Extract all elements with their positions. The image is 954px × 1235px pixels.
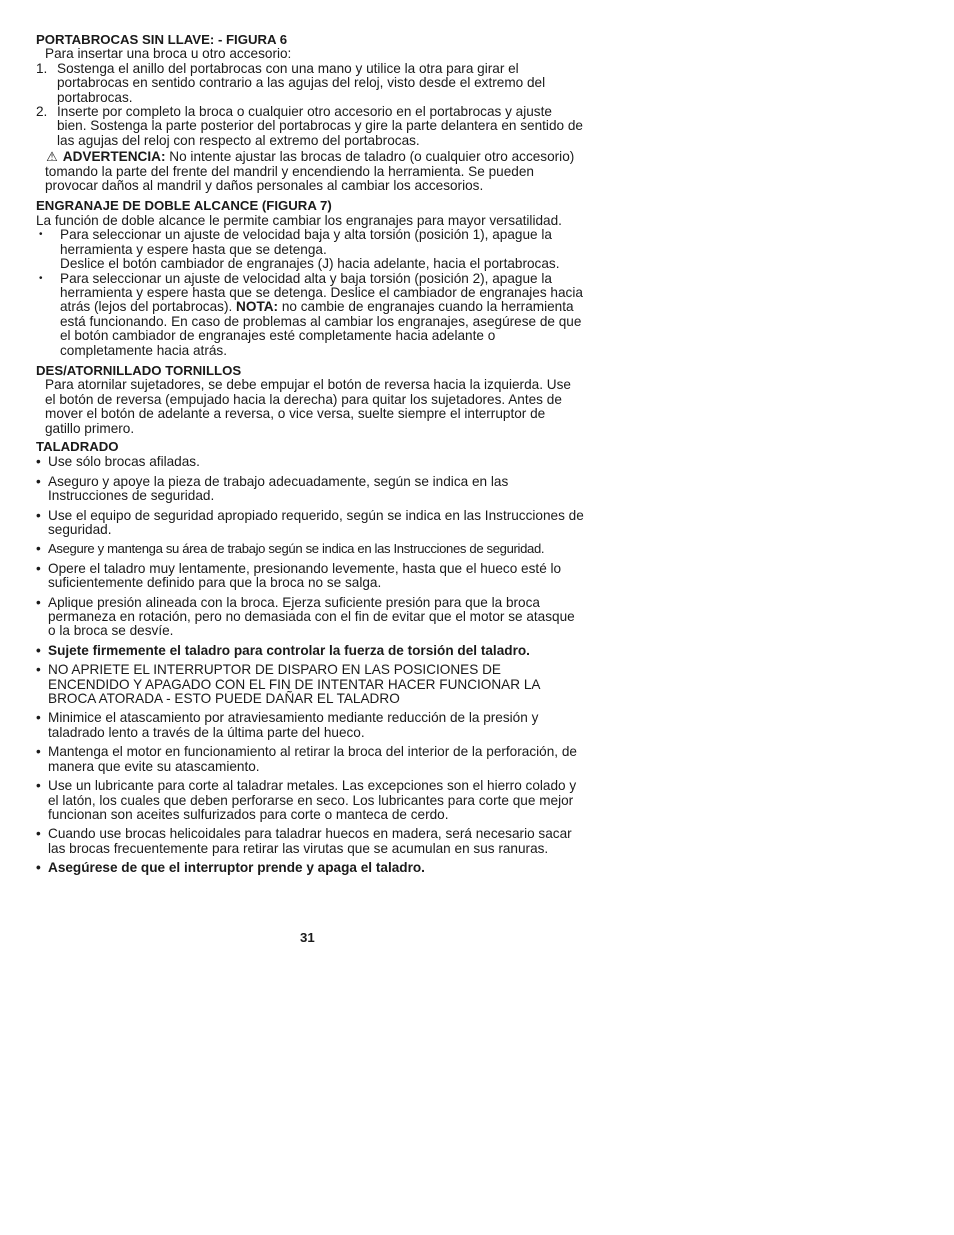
list-item-text: Para seleccionar un ajuste de velocidad alta y baja torsión (posición 2), apague la herramienta y espere hasta que se detenga. Deslice el cambiador de engranajes hacia atrás (lejos del portabrocas).	[60, 270, 583, 315]
list-item	[36, 745, 584, 774]
bullet-icon: •	[36, 507, 41, 523]
list-item-text: Mantenga el motor en funcionamiento al retirar la broca del interior de la perforación, de manera que evite su atascamiento.	[48, 744, 577, 774]
list-item	[36, 596, 584, 639]
bullet-icon: •	[36, 560, 41, 576]
bullet-icon: •	[36, 778, 41, 794]
bullet-icon: •	[36, 454, 41, 470]
list-item	[36, 228, 584, 271]
note-text: no cambie de engranajes cuando la herramienta está funcionando. En caso de problemas al cambiar los engranajes, asegúrese de que el botón cambiador de engranajes esté completamente hacia adelante o completamente hacia atrás.	[60, 299, 582, 358]
bullet-icon: •	[36, 642, 41, 658]
section-intro: La función de doble alcance le permite cambiar los engranajes para mayor versatilidad.	[36, 212, 562, 228]
list-item-text: NO APRIETE EL INTERRUPTOR DE DISPARO EN LAS POSICIONES DE ENCENDIDO Y APAGADO CON EL FIN DE INTENTAR HACER FUNCIONAR LA BROCA ATORADA - ESTO PUEDE DAÑAR EL TALADRO	[48, 662, 540, 707]
note-label: NOTA:	[236, 299, 279, 315]
list-item-text: Cuando use brocas helicoidales para taladrar huecos en madera, será necesario sacar las brocas frecuentemente para retirar las virutas que se acumulan en sus ranuras.	[48, 826, 572, 856]
bullet-icon: •	[39, 272, 43, 284]
step-text: Sostenga el anillo del portabrocas con una mano y utilice la otra para girar el portabrocas en sentido contrario a las agujas del reloj, visto desde el extremo del portabrocas.	[57, 60, 546, 105]
section-heading: PORTABROCAS SIN LLAVE: - FIGURA 6	[36, 32, 288, 47]
section-intro: Para insertar una broca u otro accesorio:	[45, 46, 292, 62]
warning-text: No intente ajustar las brocas de taladro (o cualquier otro accesorio) tomando la parte del frente del mandril y encendiendo la herramienta. Se pueden provocar daños al mandril y daños personales al cambiar los accesorios.	[45, 149, 575, 194]
list-item-text: Asegúrese de que el interruptor prende y apaga el taladro.	[48, 860, 425, 876]
list-item-text: Minimice el atascamiento por atraviesamiento mediante reducción de la presión y taladrado lento a través de la última parte del hueco.	[48, 710, 539, 740]
bullet-icon: •	[36, 710, 41, 726]
list-item	[36, 779, 584, 822]
list-item-continuation: Deslice el botón cambiador de engranajes (J) hacia adelante, hacia el portabrocas.	[60, 256, 560, 272]
list-item	[36, 455, 584, 469]
list-item	[36, 644, 584, 658]
bullet-icon: •	[36, 541, 41, 557]
page-number: 31	[300, 930, 315, 945]
step-number: 1.	[36, 60, 48, 76]
list-item-text: Aseguro y apoye la pieza de trabajo adecuadamente, según se indica en las Instrucciones de seguridad.	[48, 473, 509, 504]
list-item	[36, 562, 584, 591]
bullet-icon: •	[36, 662, 41, 678]
section-heading: TALADRADO	[36, 438, 119, 454]
step-text: Inserte por completo la broca o cualquier otro accesorio en el portabrocas y ajuste bien. Sostenga la parte posterior del portabrocas y gire la parte delantera en sentido de las agujas del reloj con respecto al extremo del portabrocas.	[57, 104, 583, 148]
section-dual-range-gearing	[36, 199, 584, 357]
numbered-step	[36, 105, 584, 148]
manual-page	[36, 33, 584, 876]
list-item-text: Use sólo brocas afiladas.	[48, 454, 200, 470]
step-number: 2.	[36, 104, 48, 120]
bullet-icon: •	[39, 229, 43, 241]
warning-block	[36, 150, 584, 193]
drilling-list	[36, 455, 584, 875]
list-item	[36, 861, 584, 875]
list-item-text: Aplique presión alineada con la broca. Ejerza suficiente presión para que la broca permaneza en rotación, pero no demasiada con el fin de evitar que el motor se atasque o la broca se desvíe.	[48, 594, 575, 639]
numbered-step	[36, 62, 584, 105]
section-screw-driving	[36, 364, 584, 436]
list-item-text: Opere el taladro muy lentamente, presionando levemente, hasta que el hueco esté lo suficientemente definido para que la broca no se salga.	[48, 560, 562, 591]
list-item	[36, 542, 584, 556]
bullet-icon: •	[36, 594, 41, 610]
list-item	[36, 272, 584, 358]
list-item	[36, 509, 584, 538]
warning-label: ADVERTENCIA:	[62, 149, 166, 165]
section-heading: DES/ATORNILLADO TORNILLOS	[36, 362, 242, 378]
bullet-icon: •	[36, 744, 41, 760]
list-item-text: Asegure y mantenga su área de trabajo según se indica en las Instrucciones de seguridad.	[48, 541, 545, 557]
list-item-text: Sujete firmemente el taladro para controlar la fuerza de torsión del taladro.	[48, 642, 530, 658]
list-item	[36, 475, 584, 504]
list-item-text: Use el equipo de seguridad apropiado requerido, según se indica en las Instrucciones de seguridad.	[48, 507, 584, 537]
bullet-icon: •	[36, 826, 41, 842]
list-item-text: Para seleccionar un ajuste de velocidad baja y alta torsión (posición 1), apague la herramienta y espere hasta que se detenga.	[60, 227, 552, 257]
bullet-icon: •	[36, 473, 41, 489]
list-item	[36, 663, 584, 706]
list-item-text: Use un lubricante para corte al taladrar metales. Las excepciones son el hierro colado y el latón, los cuales que deben perforarse en seco. Los lubricantes para corte que mejor funcionan son aceites sulfurizados para corte o manteca de cerdo.	[48, 778, 577, 822]
list-item	[36, 711, 584, 740]
bullet-icon: •	[36, 860, 41, 876]
list-item	[36, 827, 584, 856]
section-text: Para atornilar sujetadores, se debe empujar el botón de reversa hacia la izquierda. Use el botón de reversa (empujado hacia la derecha) para quitar los sujetadores. Antes de mover el botón de adelante a reversa, o vice versa, suelte siempre el interruptor de gatillo primero.	[45, 377, 571, 436]
warning-triangle-icon: ⚠	[46, 149, 58, 165]
section-drilling	[36, 440, 584, 876]
section-keyless-chuck	[36, 33, 584, 193]
section-heading: ENGRANAJE DE DOBLE ALCANCE (FIGURA 7)	[36, 198, 332, 214]
